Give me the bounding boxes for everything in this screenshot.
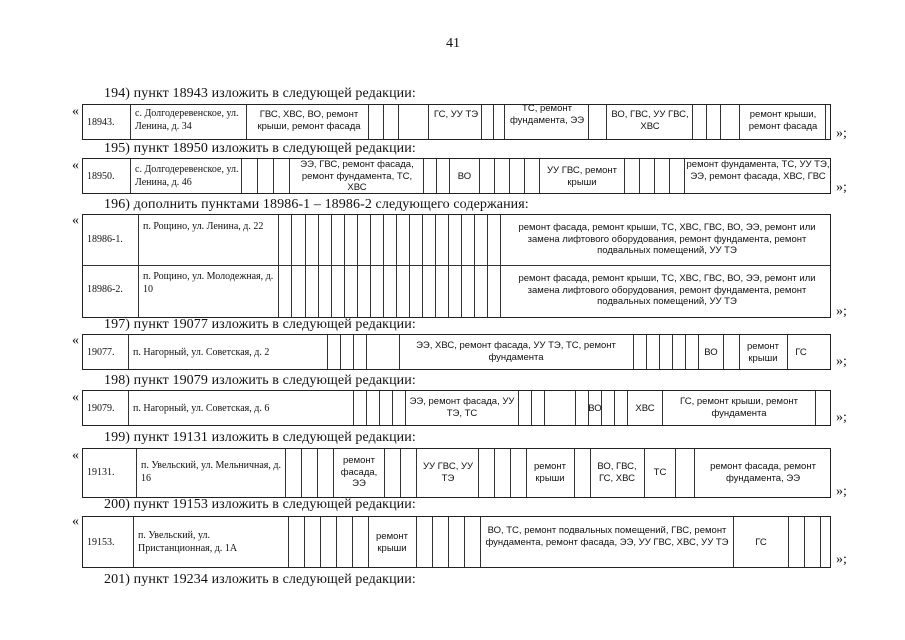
row-number: 19077. [87, 347, 115, 358]
table-19131 [82, 448, 831, 498]
work-cell: ремонт крыши [376, 531, 408, 554]
close-quote: »; [836, 484, 847, 499]
open-quote: « [72, 104, 79, 119]
row-address: п. Рощино, ул. Ленина, д. 22 [143, 221, 264, 232]
open-quote: « [72, 333, 79, 348]
work-cell: ГС [755, 537, 767, 548]
section-heading-199: 199) пункт 19131 изложить в следующей редакции: [104, 430, 416, 445]
work-cell: ремонт крыши [534, 461, 566, 484]
table-19153 [82, 516, 831, 568]
open-quote: « [72, 158, 79, 173]
row-number: 18986-1. [87, 234, 123, 245]
close-quote: »; [836, 126, 847, 141]
row-address: п. Нагорный, ул. Советская, д. 6 [133, 403, 270, 414]
table-18950 [82, 158, 831, 194]
row-address: п. Рощино, ул. Молодежная, д. 10 [143, 271, 274, 295]
section-heading-194: 194) пункт 18943 изложить в следующей редакции: [104, 86, 416, 101]
work-cell: ЭЭ, ХВС, ремонт фасада, УУ ТЭ, ТС, ремонт фундамента [416, 340, 616, 363]
row-address: с. Долгодеревенское, ул. Ленина, д. 46 [135, 164, 239, 188]
open-quote: « [72, 390, 79, 405]
work-cell: ХВС [635, 403, 655, 414]
work-cell: ВО [457, 171, 472, 182]
row-number: 19079. [87, 403, 115, 414]
row-address: с. Долгодеревенское, ул. Ленина, д. 34 [135, 108, 239, 132]
section-heading-198: 198) пункт 19079 изложить в следующей редакции: [104, 373, 416, 388]
work-cell: ВО [704, 347, 718, 358]
work-cell: ремонт фундамента, ТС, УУ ТЭ, ЭЭ, ремонт фасада, ХВС, ГВС [686, 159, 830, 182]
row-number: 18950. [87, 171, 115, 182]
page-number: 41 [446, 36, 460, 51]
work-cell: ГВС, ХВС, ВО, ремонт крыши, ремонт фасада [257, 109, 361, 132]
row-number: 19153. [87, 537, 115, 548]
work-cell: ЭЭ, ремонт фасада, УУ ТЭ, ТС [409, 396, 515, 419]
work-cell: ВО, ТС, ремонт подвальных помещений, ГВС, ремонт фундамента, ремонт фасада, ЭЭ, УУ ГВС, ХВС, УУ ТЭ [485, 525, 729, 548]
close-quote: »; [836, 552, 847, 567]
work-cell: ремонт крыши [747, 341, 779, 364]
section-heading-196: 196) дополнить пунктами 18986-1 – 18986-2 следующего содержания: [104, 197, 529, 212]
row-number: 18986-2. [87, 284, 123, 295]
table-18986 [82, 214, 831, 318]
work-cell: ГС, ремонт крыши, ремонт фундамента [680, 396, 798, 419]
work-cell: ГС [795, 347, 807, 358]
work-cell: ВО [588, 403, 602, 414]
row-address: п. Нагорный, ул. Советская, д. 2 [133, 347, 270, 358]
section-heading-195: 195) пункт 18950 изложить в следующей редакции: [104, 141, 416, 156]
work-cell: ТС, ремонт фундамента, ЭЭ [509, 103, 585, 126]
open-quote: « [72, 514, 79, 529]
section-heading-201: 201) пункт 19234 изложить в следующей редакции: [104, 572, 416, 587]
work-cell: УУ ГВС, УУ ТЭ [422, 461, 474, 484]
close-quote: »; [836, 410, 847, 425]
close-quote: »; [836, 180, 847, 195]
table-18943 [82, 104, 831, 140]
section-heading-200: 200) пункт 19153 изложить в следующей редакции: [104, 497, 416, 512]
work-cell: ТС [653, 467, 667, 478]
close-quote: »; [836, 354, 847, 369]
work-cell: ремонт фасада, ремонт крыши, ТС, ХВС, ГВС, ВО, ЭЭ, ремонт или замена лифтового оборудования, ремонт фундамента, ремонт подвальных помещений, УУ ТЭ [518, 222, 816, 256]
work-cell: ГС, УУ ТЭ [433, 109, 479, 120]
table-19079 [82, 390, 831, 426]
work-cell: ВО, ГВС, ГС, ХВС [597, 461, 637, 484]
work-cell: ЭЭ, ГВС, ремонт фасада, ремонт фундамента, ТС, ХВС [300, 159, 414, 193]
work-cell: ремонт крыши, ремонт фасада [748, 109, 818, 132]
table-19077 [82, 334, 831, 370]
row-address: п. Увельский, ул. Мельничная, д. 16 [141, 460, 281, 484]
row-number: 19131. [87, 467, 115, 478]
work-cell: УУ ГВС, ремонт крыши [547, 165, 617, 188]
work-cell: ремонт фасада, ремонт крыши, ТС, ХВС, ГВС, ВО, ЭЭ, ремонт или замена лифтового оборудования, ремонт фундамента, ремонт подвальных помещений, УУ ТЭ [518, 273, 816, 307]
open-quote: « [72, 213, 79, 228]
row-address: п. Увельский, ул. Пристанционная, д. 1А [138, 530, 238, 554]
work-cell: ремонт фасада, ЭЭ [340, 455, 378, 489]
work-cell: ремонт фасада, ремонт фундамента, ЭЭ [710, 461, 816, 484]
section-heading-197: 197) пункт 19077 изложить в следующей редакции: [104, 317, 416, 332]
close-quote: »; [836, 304, 847, 319]
row-number: 18943. [87, 117, 115, 128]
open-quote: « [72, 448, 79, 463]
work-cell: ВО, ГВС, УУ ГВС, ХВС [611, 109, 689, 132]
